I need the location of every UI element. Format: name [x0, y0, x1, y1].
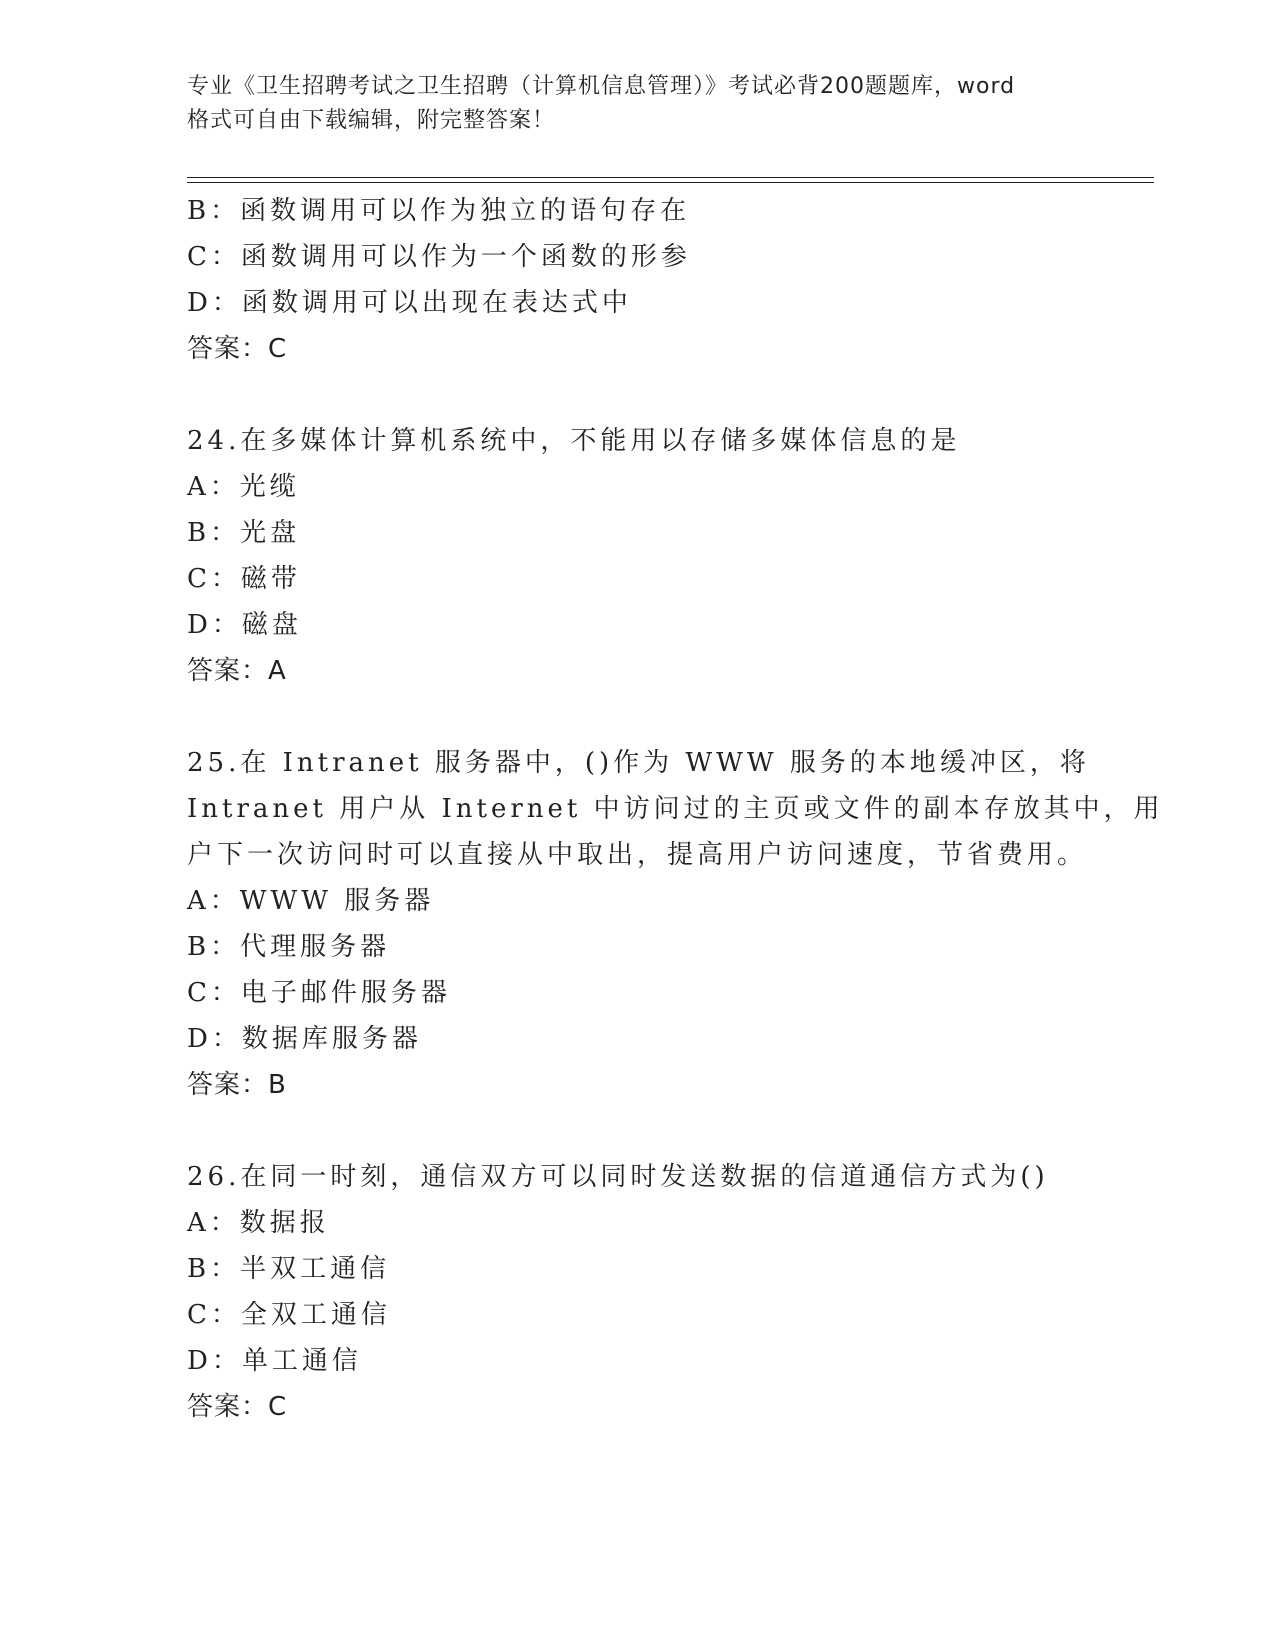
option-d: D：单工通信	[187, 1346, 362, 1376]
question-stem: 户下一次访问时可以直接从中取出，提高用户访问速度，节省费用。	[187, 840, 1088, 870]
document-header	[187, 70, 1087, 138]
option-d: D：磁盘	[187, 610, 302, 640]
option-a: A：数据报	[187, 1208, 330, 1238]
question-list	[187, 188, 1164, 1430]
option-d: D：数据库服务器	[187, 1024, 422, 1054]
question-24	[187, 418, 1087, 694]
option-b: B：半双工通信	[187, 1254, 391, 1284]
question-stem: Intranet 用户从 Internet 中访问过的主页或文件的副本存放其中，用	[187, 794, 1164, 824]
question-stem: 25.在 Intranet 服务器中，()作为 WWW 服务的本地缓冲区，将	[187, 748, 1090, 778]
question-23-continued	[187, 188, 1087, 372]
option-b: B：光盘	[187, 518, 301, 548]
answer: 答案：C	[187, 1392, 288, 1422]
option-b: B：函数调用可以作为独立的语句存在	[187, 196, 691, 226]
header-line-1: 专业《卫生招聘考试之卫生招聘（计算机信息管理）》考试必背200题题库，word	[187, 74, 1016, 99]
header-divider-bottom	[187, 182, 1154, 183]
question-stem: 26.在同一时刻，通信双方可以同时发送数据的信道通信方式为()	[187, 1162, 1049, 1192]
question-25	[187, 740, 1164, 1108]
option-c: C：电子邮件服务器	[187, 978, 451, 1008]
answer: 答案：C	[187, 334, 288, 364]
question-stem: 24.在多媒体计算机系统中，不能用以存储多媒体信息的是	[187, 426, 961, 456]
option-c: C：全双工通信	[187, 1300, 391, 1330]
header-line-2: 格式可自由下载编辑，附完整答案！	[187, 108, 556, 133]
option-b: B：代理服务器	[187, 932, 391, 962]
header-divider-top	[187, 177, 1154, 178]
option-c: C：磁带	[187, 564, 301, 594]
option-c: C：函数调用可以作为一个函数的形参	[187, 242, 691, 272]
option-d: D：函数调用可以出现在表达式中	[187, 288, 632, 318]
question-26	[187, 1154, 1087, 1430]
option-a: A：光缆	[187, 472, 300, 502]
answer: 答案：A	[187, 656, 287, 686]
answer: 答案：B	[187, 1070, 287, 1100]
option-a: A：WWW 服务器	[187, 886, 435, 916]
